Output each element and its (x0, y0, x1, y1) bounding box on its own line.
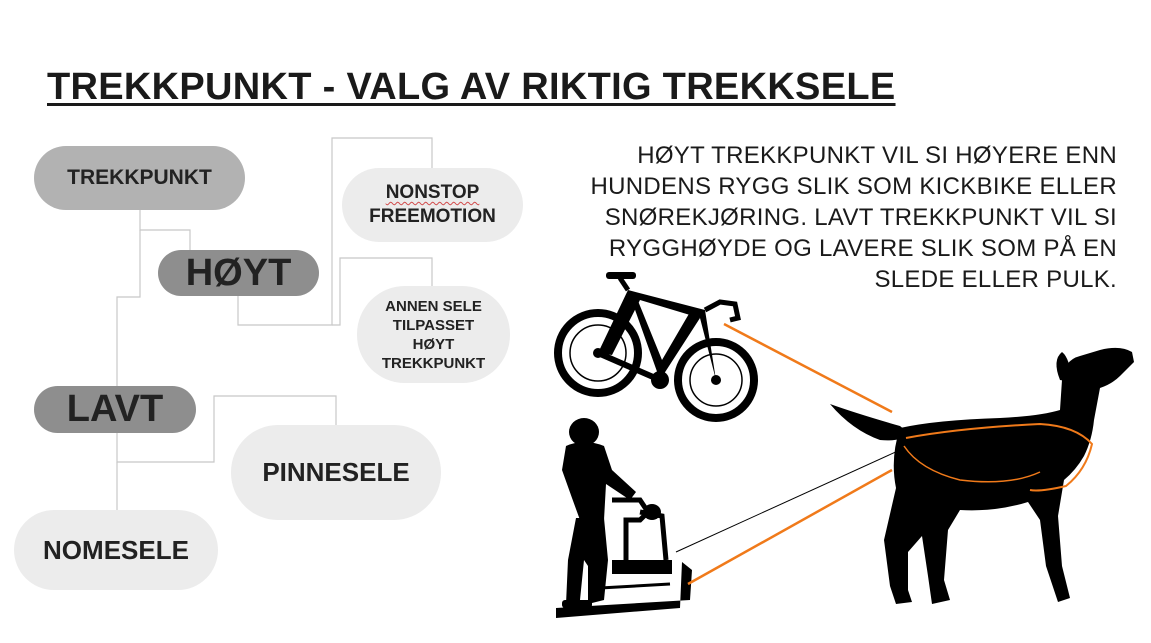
node-lavt-label: LAVT (66, 388, 164, 430)
harness-lines (676, 324, 900, 584)
sled-driver-icon (556, 418, 692, 618)
description-line-2: HUNDENS RYGG SLIK SOM KICKBIKE ELLER (590, 173, 1117, 200)
node-annen-line3: HØYT (412, 335, 455, 353)
node-nonstop-line2: FREEMOTION (369, 206, 496, 227)
node-annen-line4: TREKKPUNKT (381, 354, 486, 372)
node-trekkpunkt-label: TREKKPUNKT (67, 166, 212, 189)
node-annen-line2: TILPASSET (392, 316, 475, 334)
bicycle-icon (558, 272, 754, 418)
node-nomesele-label: NOMESELE (43, 534, 189, 565)
description-line-3: SNØREKJØRING. LAVT TREKKPUNKT VIL SI (604, 204, 1117, 231)
description-line-4: RYGGHØYDE OG LAVERE SLIK SOM PÅ EN (608, 235, 1117, 262)
node-pinnesele-label: PINNESELE (262, 457, 410, 487)
dog-icon (830, 348, 1134, 604)
description-line-1: HØYT TREKKPUNKT VIL SI HØYERE ENN (637, 142, 1117, 169)
node-annen-line1: ANNEN SELE (385, 297, 482, 315)
node-nonstop-line1: NONSTOP (385, 182, 480, 203)
node-hoyt-label: HØYT (185, 251, 292, 294)
description-line-5: SLEDE ELLER PULK. (874, 266, 1117, 293)
page-title: TREKKPUNKT - VALG AV RIKTIG TREKKSELE (47, 66, 896, 108)
